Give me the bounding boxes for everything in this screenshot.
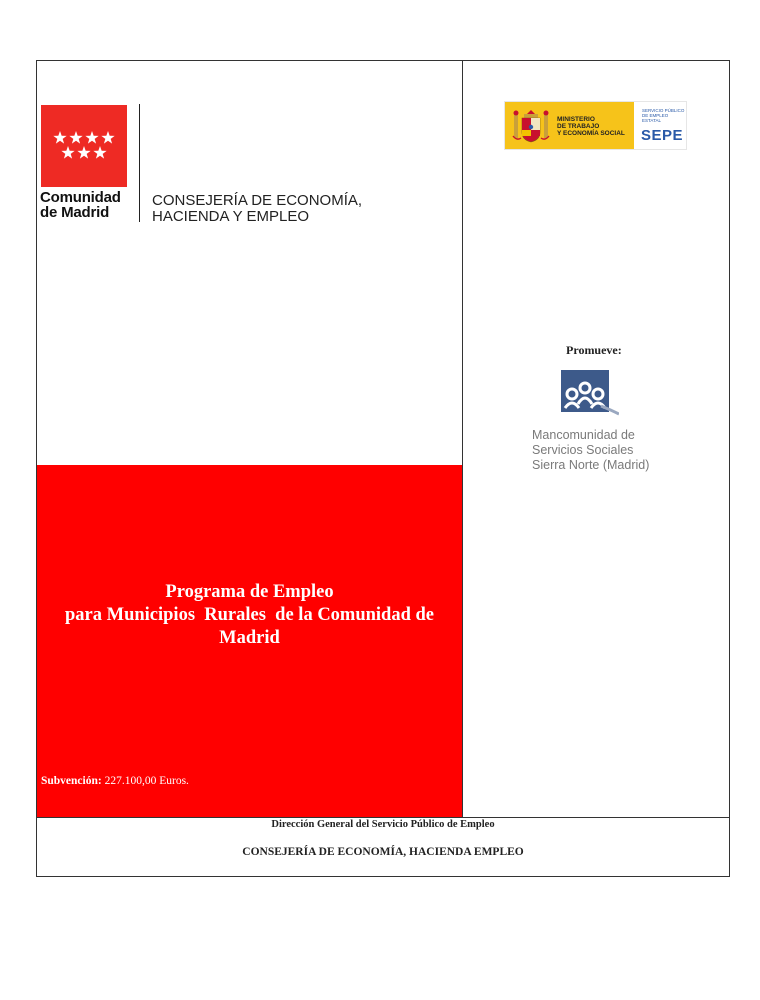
logo-separator [139, 104, 140, 222]
mancomunidad-people-icon [561, 370, 619, 418]
horizontal-divider [36, 817, 730, 818]
subvencion-label: Subvención: [41, 775, 102, 787]
consejeria-header [152, 193, 432, 225]
sepe-service-line2: DE EMPLEO ESTATAL [642, 113, 669, 123]
sepe-service-line1: SERVICIO PÚBLICO [642, 108, 685, 113]
ministry-line2: DE TRABAJO [557, 123, 600, 130]
mancomunidad-line1: Mancomunidad de [532, 428, 635, 442]
sepe-service-name [642, 108, 686, 123]
consejeria-line1: CONSEJERÍA DE ECONOMÍA, [152, 192, 363, 209]
footer-direccion-general: Dirección General del Servicio Público de Empleo [271, 819, 495, 830]
comunidad-madrid-wordmark [40, 190, 132, 220]
subvencion-value: 227.100,00 Euros. [104, 775, 189, 787]
program-title-line3: Madrid [219, 628, 280, 648]
footer-consejeria: CONSEJERÍA DE ECONOMÍA, HACIENDA EMPLEO [242, 846, 524, 858]
ministry-line1: MINISTERIO [557, 116, 595, 123]
sepe-logo [504, 101, 687, 150]
mancomunidad-line2: Servicios Sociales [532, 443, 634, 457]
comunidad-label: Comunidad [40, 189, 121, 206]
ministry-name [557, 116, 637, 137]
sepe-block [636, 102, 686, 149]
program-title-line1: Programa de Empleo [165, 582, 334, 602]
program-title-line2: para Municipios Rurales de la Comunidad de [64, 605, 435, 625]
program-title [37, 581, 462, 650]
spain-coat-of-arms-icon [511, 108, 551, 144]
comunidad-madrid-flag-icon [41, 105, 127, 187]
vertical-divider [462, 60, 463, 818]
promueve-label: Promueve: [566, 343, 622, 357]
subvencion [41, 775, 189, 787]
consejeria-line2: HACIENDA Y EMPLEO [152, 208, 310, 225]
mancomunidad-line3: Sierra Norte (Madrid) [532, 458, 650, 472]
sepe-acronym: SEPE [641, 127, 684, 144]
ministry-block [505, 102, 634, 149]
ministry-line3: Y ECONOMÍA SOCIAL [557, 130, 625, 137]
mancomunidad-name [532, 428, 702, 473]
de-madrid-label: de Madrid [40, 204, 110, 221]
